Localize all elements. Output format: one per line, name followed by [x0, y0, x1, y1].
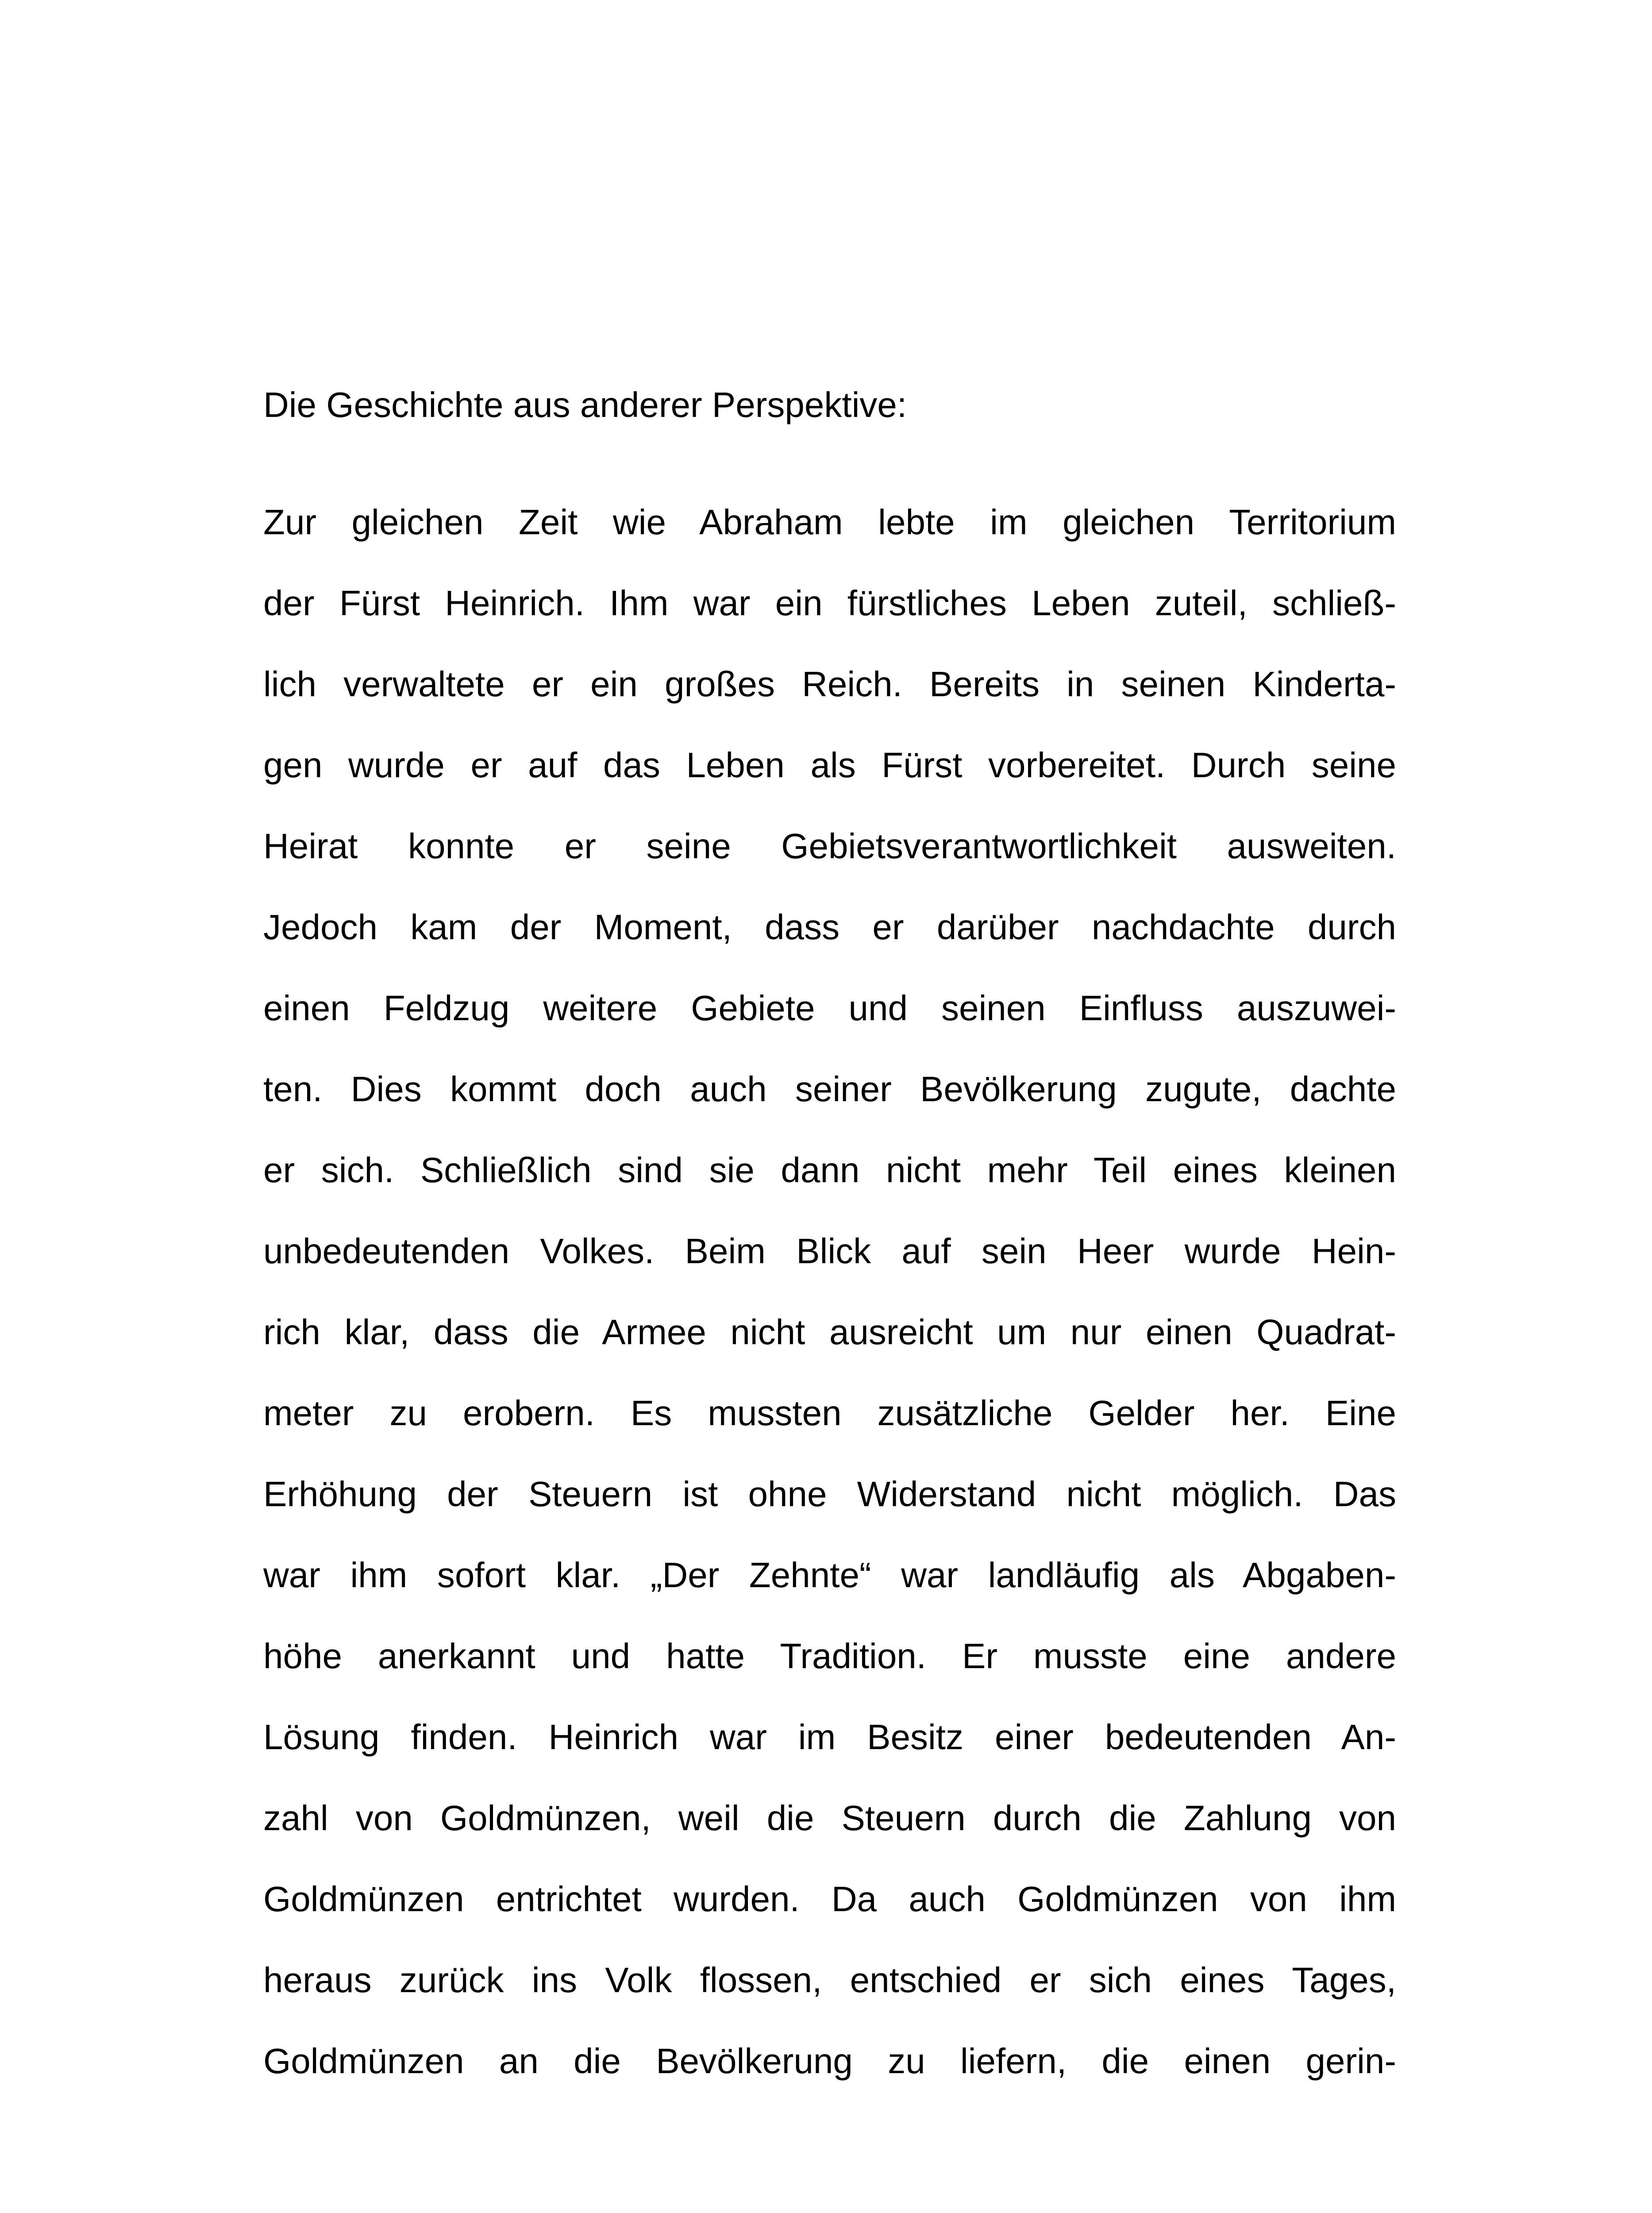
text-line: war ihm sofort klar. „Der Zehnte“ war landläufig als Abgaben-: [263, 1555, 1396, 1595]
text-line: heraus zurück ins Volk flossen, entschied er sich eines Tages,: [263, 1960, 1396, 2000]
text-line: meter zu erobern. Es mussten zusätzliche Gelder her. Eine: [263, 1393, 1396, 1433]
text-line: Lösung finden. Heinrich war im Besitz einer bedeutenden An-: [263, 1717, 1396, 1757]
text-line: Goldmünzen an die Bevölkerung zu liefern, die einen gerin-: [263, 2041, 1396, 2081]
section-heading: Die Geschichte aus anderer Perspektive:: [263, 385, 907, 424]
text-line: Erhöhung der Steuern ist ohne Widerstand nicht möglich. Das: [263, 1474, 1396, 1514]
text-line: unbedeutenden Volkes. Beim Blick auf sein Heer wurde Hein-: [263, 1231, 1396, 1271]
text-line: ten. Dies kommt doch auch seiner Bevölkerung zugute, dachte: [263, 1069, 1396, 1109]
text-line: lich verwaltete er ein großes Reich. Bereits in seinen Kinderta-: [263, 664, 1396, 704]
text-line: Zur gleichen Zeit wie Abraham lebte im gleichen Territorium: [263, 502, 1396, 542]
text-line: der Fürst Heinrich. Ihm war ein fürstliches Leben zuteil, schließ-: [263, 583, 1396, 623]
text-line: zahl von Goldmünzen, weil die Steuern durch die Zahlung von: [263, 1798, 1396, 1838]
text-line: rich klar, dass die Armee nicht ausreicht um nur einen Quadrat-: [263, 1312, 1396, 1352]
text-line: Goldmünzen entrichtet wurden. Da auch Goldmünzen von ihm: [263, 1879, 1396, 1919]
text-line: höhe anerkannt und hatte Tradition. Er musste eine andere: [263, 1636, 1396, 1676]
text-line: Jedoch kam der Moment, dass er darüber nachdachte durch: [263, 907, 1396, 947]
body-paragraph: [263, 498, 1396, 2118]
text-line: Heirat konnte er seine Gebietsverantwortlichkeit ausweiten.: [263, 826, 1396, 866]
text-line: er sich. Schließlich sind sie dann nicht mehr Teil eines kleinen: [263, 1150, 1396, 1190]
text-line: gen wurde er auf das Leben als Fürst vorbereitet. Durch seine: [263, 745, 1396, 785]
text-line: einen Feldzug weitere Gebiete und seinen Einfluss auszuwei-: [263, 988, 1396, 1028]
